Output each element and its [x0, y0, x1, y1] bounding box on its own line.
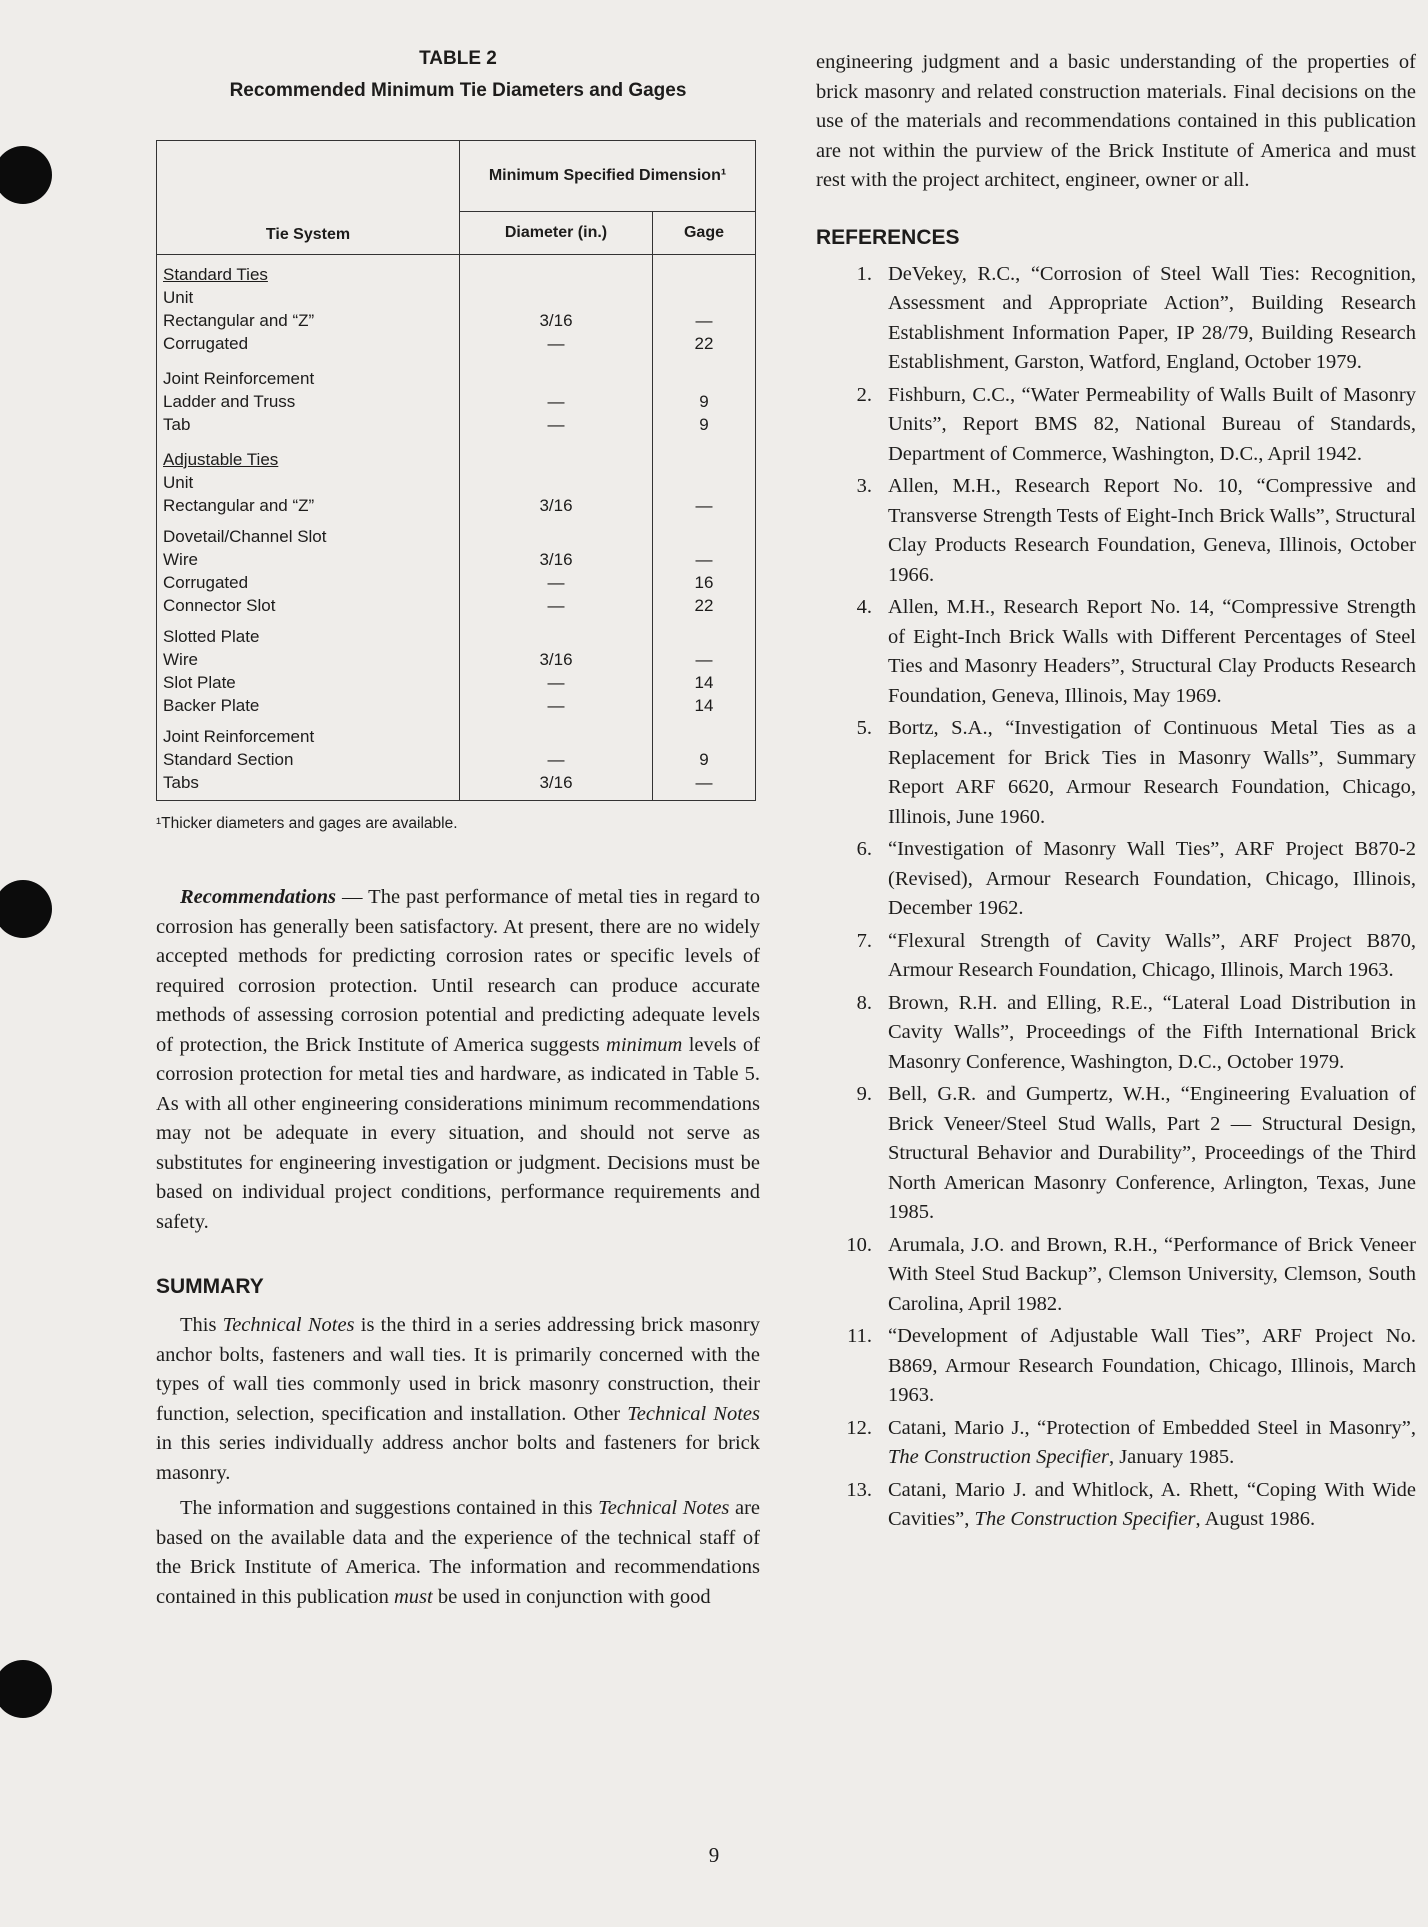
col-header-min-dimension: Minimum Specified Dimension¹: [460, 141, 756, 212]
cell-diameter: 3/16: [460, 548, 653, 571]
table-row: [157, 390, 756, 413]
cell-gage: 14: [653, 694, 756, 717]
tie-table: [156, 140, 756, 801]
row-label: Joint Reinforcement: [157, 725, 460, 748]
emphasis-minimum: minimum: [606, 1033, 683, 1056]
reference-item: 5. Bortz, S.A., “Investigation of Continuous Metal Ties as a Replacement for Brick Ties in Masonry Walls”, Summary Report ARF 6620, Armour Research Foundation, Chicago, Illinois, June 1960.: [856, 717, 1416, 828]
table-subtitle: Recommended Minimum Tie Diameters and Gages: [229, 80, 687, 101]
cell-diameter: —: [460, 594, 653, 617]
table-row: [157, 471, 756, 494]
reference-item: 12. Catani, Mario J., “Protection of Embedded Steel in Masonry”, The Construction Specifier, January 1985.: [846, 1416, 1416, 1468]
table-row: [157, 525, 756, 548]
reference-item: 2. Fishburn, C.C., “Water Permeability of Walls Built of Masonry Units”, Report BMS 82, National Bureau of Standards, Department of Commerce, Washington, D.C., April 1942.: [856, 383, 1416, 465]
table-row: [157, 413, 756, 436]
row-label: Wire: [157, 548, 460, 571]
cell-diameter: —: [460, 671, 653, 694]
cell-diameter: 3/16: [460, 309, 653, 332]
reference-item: 3. Allen, M.H., Research Report No. 10, “Compressive and Transverse Strength Tests of Eight-Inch Brick Walls”, Structural Clay Products Research Foundation, Geneva, Illinois, October 1966.: [856, 475, 1416, 586]
recommendations-lead: Recommendations: [180, 886, 337, 908]
table-row: [157, 625, 756, 648]
cell-gage: 14: [653, 671, 756, 694]
binder-hole-bottom: [0, 1660, 52, 1718]
summary-paragraph-2: The information and suggestions contained in this Technical Notes are based on the available data and the experience of the technical staff of the Brick Institute of America. The information and recommendations contained in this publication must be used in conjunction with good: [156, 1497, 761, 1608]
table-title: TABLE 2: [419, 48, 497, 69]
row-label: Ladder and Truss: [157, 390, 460, 413]
table-row: [157, 748, 756, 771]
row-label: Adjustable Ties: [163, 450, 279, 469]
reference-item: 1. DeVekey, R.C., “Corrosion of Steel Wall Ties: Recognition, Assessment and Appropriate Action”, Building Research Establishment Information Paper, IP 28/79, Building Research Establishment, Garston, Watford, England, October 1979.: [856, 262, 1416, 373]
cell-diameter: —: [460, 332, 653, 355]
cell-gage: —: [653, 548, 756, 571]
row-label: Unit: [157, 286, 460, 309]
reference-item: 10. Arumala, J.O. and Brown, R.H., “Performance of Brick Veneer With Steel Stud Backup”, Clemson University, Clemson, South Carolina, April 1982.: [846, 1233, 1416, 1315]
left-column: [156, 48, 760, 1612]
col-header-gage: Gage: [653, 212, 756, 255]
cell-gage: —: [653, 771, 756, 801]
right-column: [816, 48, 1416, 1538]
table-row: [157, 286, 756, 309]
cell-gage: 22: [653, 594, 756, 617]
table-row: [157, 648, 756, 671]
reference-item: 7. “Flexural Strength of Cavity Walls”, ARF Project B870, Armour Research Foundation, Chicago, Illinois, March 1963.: [856, 929, 1416, 981]
reference-item: 6. “Investigation of Masonry Wall Ties”, ARF Project B870-2 (Revised), Armour Research Foundation, Chicago, Illinois, December 1962.: [856, 838, 1416, 919]
summary-heading: SUMMARY: [156, 1275, 264, 1298]
cell-gage: —: [653, 494, 756, 517]
cell-diameter: —: [460, 571, 653, 594]
row-label: Slot Plate: [157, 671, 460, 694]
row-label: Tabs: [157, 771, 460, 801]
row-label: Backer Plate: [157, 694, 460, 717]
row-label: Slotted Plate: [157, 625, 460, 648]
reference-list: [816, 260, 1416, 1535]
table-row: [157, 367, 756, 390]
cell-gage: 16: [653, 571, 756, 594]
table-row: [157, 771, 756, 801]
binder-hole-top: [0, 146, 52, 204]
table-row: [157, 571, 756, 594]
table-row: [157, 332, 756, 355]
cell-gage: 22: [653, 332, 756, 355]
row-label: Joint Reinforcement: [157, 367, 460, 390]
summary-paragraph-1: This Technical Notes is the third in a series addressing brick masonry anchor bolts, fasteners and wall ties. It is primarily concerned with the types of wall ties commonly used in brick masonry construction, their function, selection, specification and installation. Other Technical Notes in this series individually address anchor bolts and fasteners for brick masonry.: [156, 1314, 761, 1484]
row-label: Wire: [157, 648, 460, 671]
cell-gage: 9: [653, 413, 756, 436]
row-label: Rectangular and “Z”: [157, 494, 460, 517]
row-label: Dovetail/Channel Slot: [157, 525, 460, 548]
reference-item: 8. Brown, R.H. and Elling, R.E., “Lateral Load Distribution in Cavity Walls”, Proceedings of the Fifth International Brick Masonry Conference, Washington, D.C., October 1979.: [856, 991, 1416, 1073]
reference-item: 11. “Development of Adjustable Wall Ties”, ARF Project No. B869, Armour Research Foundation, Chicago, Illinois, March 1963.: [847, 1325, 1416, 1406]
row-label: Connector Slot: [157, 594, 460, 617]
table-row: [157, 448, 756, 471]
cell-diameter: —: [460, 390, 653, 413]
col-header-diameter: Diameter (in.): [460, 212, 653, 255]
reference-item: 13. Catani, Mario J. and Whitlock, A. Rhett, “Coping With Wide Cavities”, The Construction Specifier, August 1986.: [846, 1478, 1416, 1530]
table-row: [157, 594, 756, 617]
cell-diameter: 3/16: [460, 494, 653, 517]
binder-hole-middle: [0, 880, 52, 938]
cell-gage: 9: [653, 748, 756, 771]
col-header-tie-system: Tie System: [157, 141, 460, 255]
table-row: [157, 309, 756, 332]
cell-diameter: 3/16: [460, 771, 653, 801]
table-row: [157, 494, 756, 517]
table-row: [157, 671, 756, 694]
row-label: Unit: [157, 471, 460, 494]
reference-item: 9. Bell, G.R. and Gumpertz, W.H., “Engineering Evaluation of Brick Veneer/Steel Stud Walls, Part 2 — Structural Design, Structural Behavior and Durability”, Proceedings of the Third North American Masonry Conference, Arlington, Texas, June 1985.: [856, 1083, 1416, 1223]
cell-diameter: —: [460, 413, 653, 436]
table-row: [157, 548, 756, 571]
row-label: Standard Ties: [163, 265, 268, 284]
table-row: [157, 694, 756, 717]
table-row: [157, 725, 756, 748]
table-row: [157, 263, 756, 286]
cell-diameter: —: [460, 748, 653, 771]
row-label: Rectangular and “Z”: [157, 309, 460, 332]
table-footnote: ¹Thicker diameters and gages are available.: [156, 815, 458, 832]
references-heading: REFERENCES: [816, 225, 960, 249]
cell-gage: 9: [653, 390, 756, 413]
continued-paragraph: engineering judgment and a basic understanding of the properties of brick masonry and related construction materials. Final decisions on the use of the materials and recommendations contained in this publication are not within the purview of the Brick Institute of America and must rest with the project architect, engineer, owner or all.: [816, 51, 1416, 191]
cell-diameter: 3/16: [460, 648, 653, 671]
row-label: Standard Section: [157, 748, 460, 771]
cell-gage: —: [653, 309, 756, 332]
cell-diameter: —: [460, 694, 653, 717]
reference-item: 4. Allen, M.H., Research Report No. 14, “Compressive Strength of Eight-Inch Brick Walls with Different Percentages of Steel Ties and Masonry Headers”, Structural Clay Products Research Foundation, Geneva, Illinois, May 1969.: [856, 596, 1416, 707]
row-label: Corrugated: [157, 332, 460, 355]
cell-gage: —: [653, 648, 756, 671]
row-label: Corrugated: [157, 571, 460, 594]
page-number: 9: [708, 1843, 720, 1867]
row-label: Tab: [157, 413, 460, 436]
recommendations-paragraph: Recommendations — The past performance of metal ties in regard to corrosion has generally been satisfactory. At present, there are no widely accepted methods for predicting corrosion rates or specific levels of required corrosion protection. Until research can produce accurate methods of assessing corrosion potential and predicting adequate levels of protection, the Brick Institute of America suggests minimum levels of corrosion protection for metal ties and hardware, as indicated in Table 5. As with all other engineering considerations minimum recommendations may not be adequate in every situation, and should not serve as substitutes for engineering investigation or judgment. Decisions must be based on individual project conditions, performance requirements and safety.: [156, 886, 760, 1233]
